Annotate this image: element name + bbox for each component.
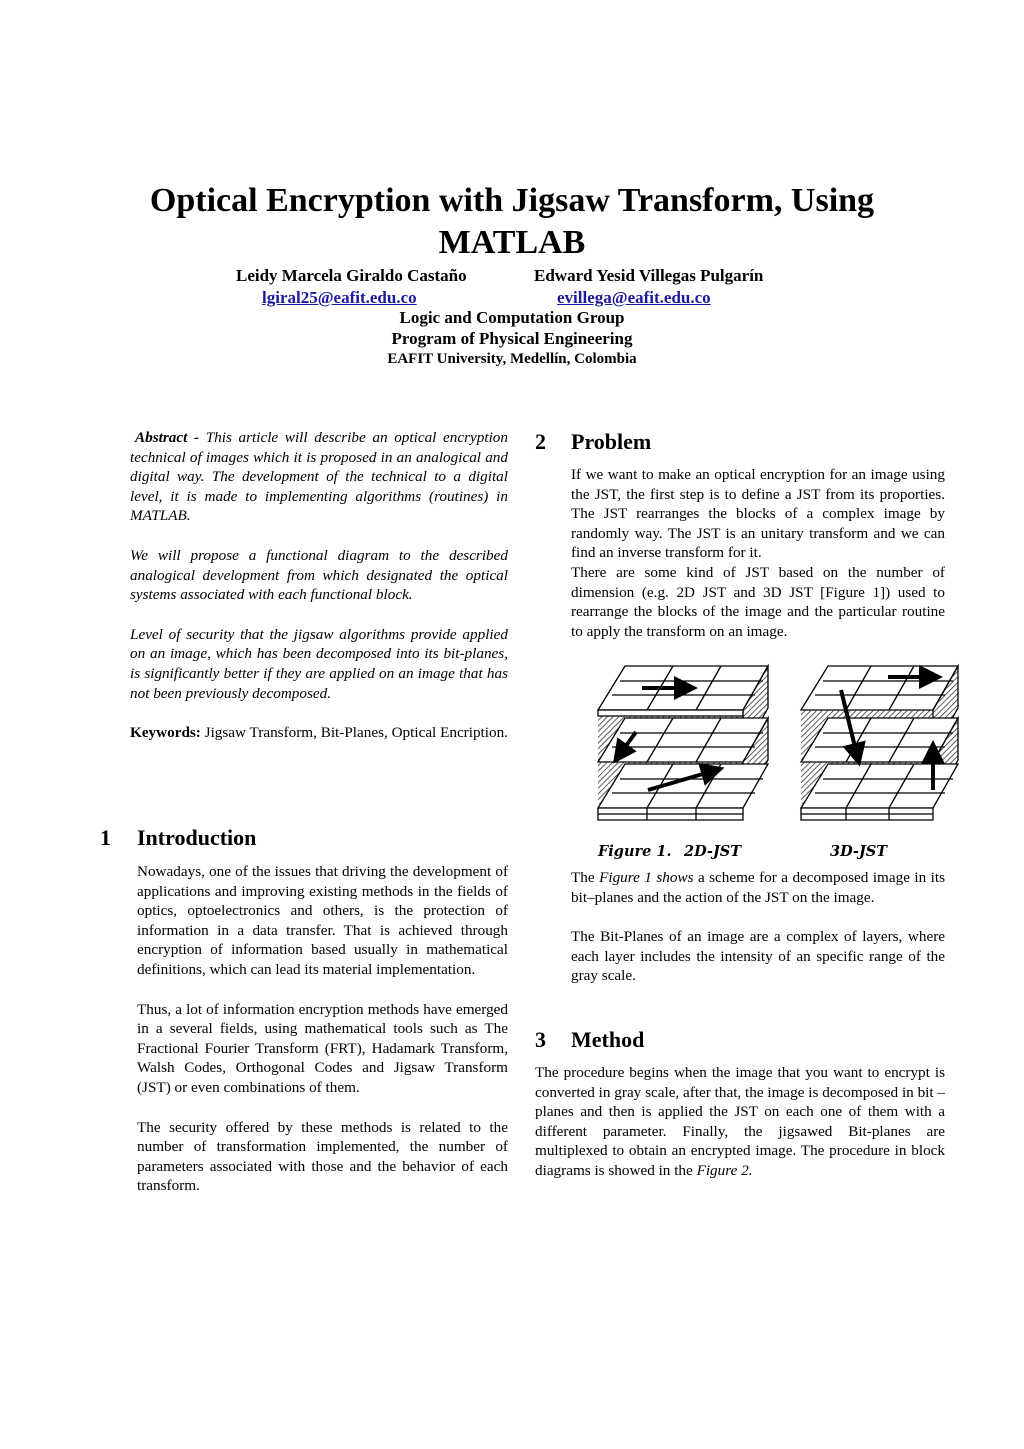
figure-2-reference: Figure 2. — [696, 1161, 753, 1179]
problem-p3-pre: The — [571, 869, 595, 886]
section-1-number: 1 — [100, 825, 111, 850]
affiliation-group: Logic and Computation Group — [399, 308, 625, 327]
author-2-email-link[interactable]: evillega@eafit.edu.co — [557, 288, 711, 307]
section-1-title: Introduction — [137, 825, 257, 850]
figure-1-diagram — [590, 660, 970, 825]
section-1-body — [137, 862, 508, 1196]
section-2-body-cont — [571, 868, 945, 986]
problem-paragraph-4: The Bit-Planes of an image are a complex of layers, where each layer includes the intensity of an specific range of the gray scale. — [571, 928, 945, 985]
problem-paragraph-2: There are some kind of JST based on the number of dimension (e.g. 2D JST and 3D JST [Figure 1]) used to rearrange the blocks of the image and the particular routine to apply the transform on an image. — [571, 563, 945, 640]
affiliation-university: EAFIT University, Medellín, Colombia — [387, 351, 637, 367]
keywords-label: Keywords: — [130, 724, 201, 742]
figure-1 — [590, 660, 970, 865]
problem-paragraph-1: If we want to make an optical encryption for an image using the JST, the first step is to define a JST from its proporties. The JST rearranges the blocks of a complex image by randomly way. The JST is an unitary transform and we can find an inverse transform for it. — [571, 466, 945, 562]
intro-paragraph-3: The security offered by these methods is related to the number of transformation implemented, the number of parameters associated with those and the behavior of each transform. — [137, 1118, 508, 1195]
method-paragraph-1 — [535, 1063, 945, 1181]
abstract-paragraph-2: We will propose a functional diagram to the described analogical development from which designated the optical systems associated with each functional block. — [130, 546, 508, 604]
abstract-paragraph-3: Level of security that the jigsaw algorithms provide applied on an image, which has been decomposed into its bit-planes, is significantly better if they are applied on an image that has not been previously decomposed. — [130, 625, 508, 702]
author-1-name: Leidy Marcela Giraldo Castaño — [236, 266, 467, 285]
author-2-name: Edward Yesid Villegas Pulgarín — [534, 266, 764, 285]
figure-1-reference: Figure 1 shows — [599, 869, 694, 886]
abstract-text-1: This article will describe an optical encryption technical of images which it is proposed in an analogical and digital way. The development of the technical to a digital level, it is made to implementing algorithms (routines) in MATLAB. — [130, 429, 508, 525]
author-1-email-link[interactable]: lgiral25@eafit.edu.co — [262, 288, 417, 307]
affiliation-program: Program of Physical Engineering — [391, 329, 633, 348]
keywords-paragraph — [130, 723, 508, 743]
paper-title: Optical Encryption with Jigsaw Transform, Using MATLAB — [149, 182, 875, 261]
jst-3d-stack — [801, 666, 958, 820]
figure-1-label: Figure 1. — [598, 843, 672, 860]
section-3-title: Method — [571, 1027, 645, 1052]
figure-1-right-label: 3D-JST — [830, 843, 888, 860]
keywords-text: Jigsaw Transform, Bit-Planes, Optical Encription. — [204, 724, 508, 742]
left-column — [130, 428, 508, 743]
jst-2d-stack — [598, 666, 768, 820]
section-3-body — [535, 1063, 945, 1181]
jst-2d-layer-3 — [598, 762, 768, 820]
abstract-label: Abstract - — [135, 429, 200, 446]
section-2-title: Problem — [571, 429, 652, 454]
figure-1-left-label: 2D-JST — [684, 843, 742, 860]
section-2-body — [571, 465, 945, 641]
method-p1-text: The procedure begins when the image that you want to encrypt is converted in gray scale, after that, the image is decomposed in bit – planes and then is applied the JST on each one of them with a different parameter. Finally, the jigsawed Bit-planes are multiplexed to obtain an encrypted image. The procedure in block diagrams is showed in the — [535, 1064, 945, 1179]
intro-paragraph-2: Thus, a lot of information encryption methods have emerged in a several fields, using mathematical tools such as The Fractional Fourier Transform (FRT), Hadamark Transform, Walsh Codes, Orthogonal Codes and Jigsaw Transform (JST) or even combinations of them. — [137, 1000, 508, 1096]
section-3-number: 3 — [535, 1027, 546, 1052]
section-2-number: 2 — [535, 429, 546, 454]
intro-paragraph-1: Nowadays, one of the issues that driving the development of applications and improving existing methods in the fields of optics, optoelectronics and others, is the protection of information in a data transfer. That is achieved through encryption of information based usually in mathematical definitions, which can lead its material implementation. — [137, 863, 508, 978]
problem-paragraph-3 — [571, 868, 945, 907]
problem-p3-post: a scheme for a decomposed image in its bit–planes and the action of the JST on the image. — [571, 869, 945, 906]
abstract-paragraph-1 — [130, 428, 508, 526]
